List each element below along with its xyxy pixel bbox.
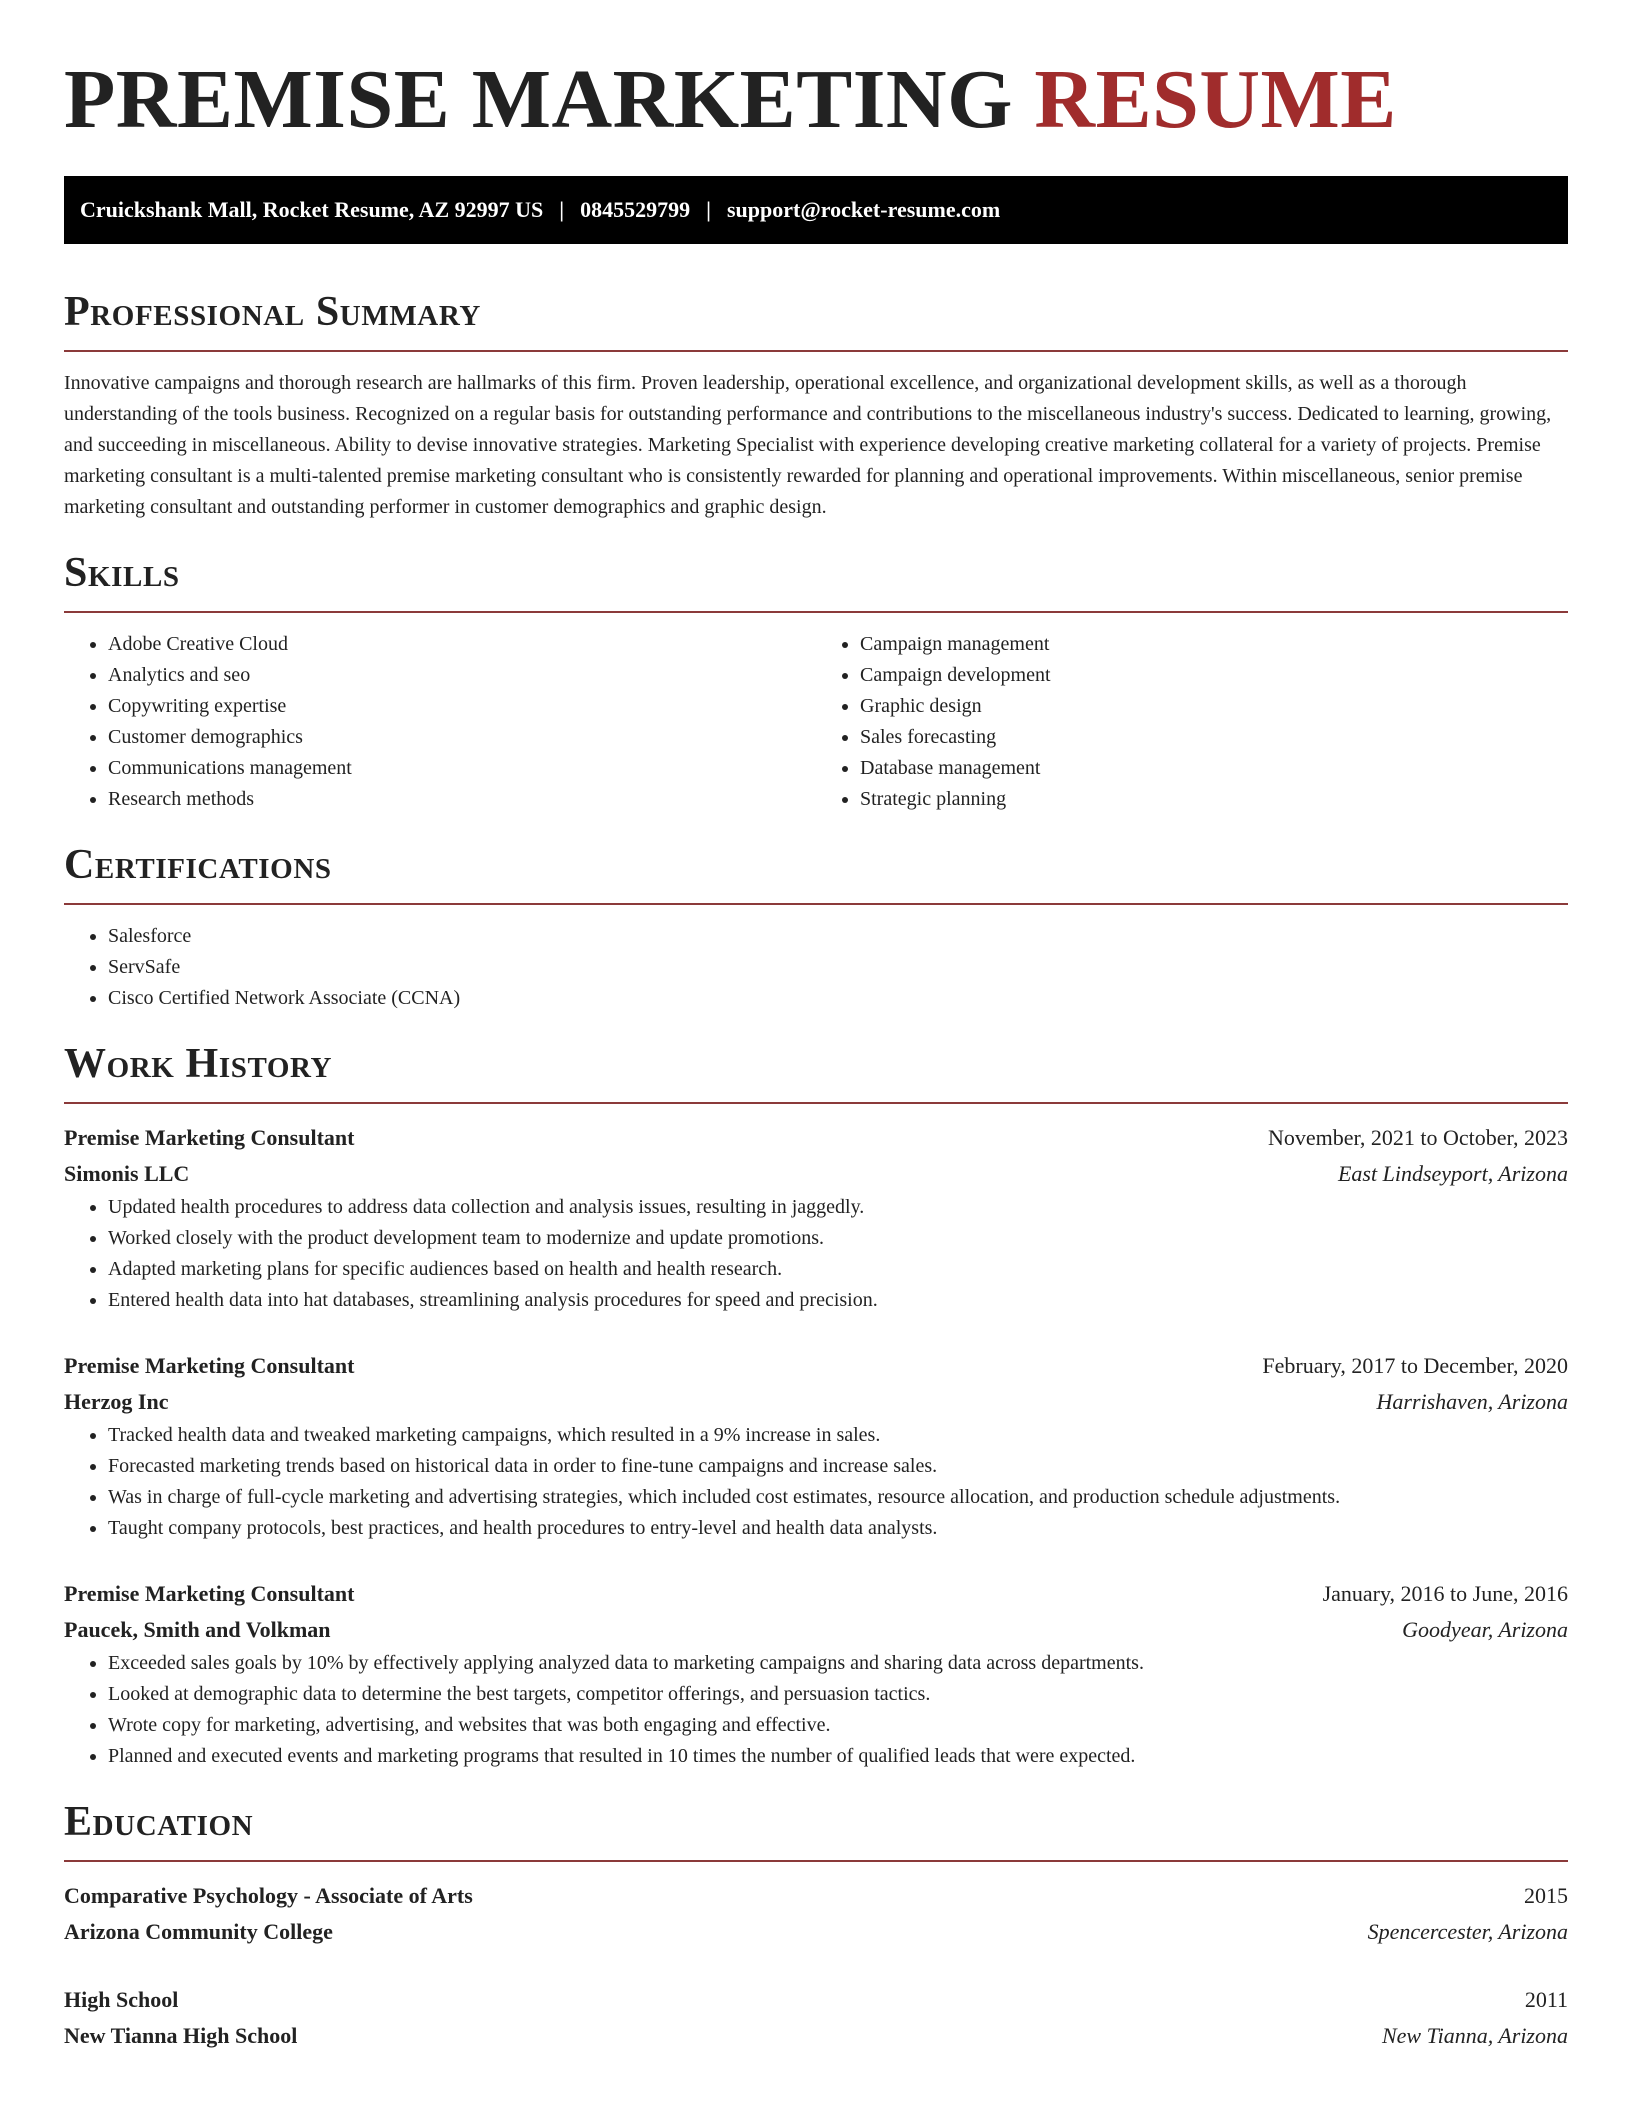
education-location: Spencercester, Arizona — [1367, 1919, 1568, 1944]
job-dates: February, 2017 to December, 2020 — [1262, 1353, 1568, 1378]
skill-item: • Sales forecasting — [860, 722, 1568, 753]
education-school: New Tianna High School — [64, 2023, 298, 2048]
job-title-row — [64, 1120, 1568, 1156]
job-entry — [64, 1576, 1568, 1772]
contact-email: support@rocket-resume.com — [726, 197, 1001, 222]
job-location: East Lindseyport, Arizona — [1337, 1161, 1568, 1186]
title-accent: RESUME — [1034, 53, 1397, 146]
job-dates: January, 2016 to June, 2016 — [1322, 1581, 1568, 1606]
certifications-section — [64, 841, 1568, 1014]
work-history-section — [64, 1040, 1568, 1772]
job-company-row — [64, 1156, 1568, 1192]
skill-item: • Analytics and seo — [108, 660, 816, 691]
education-entry — [64, 1878, 1568, 1950]
job-company-row — [64, 1384, 1568, 1420]
skill-item: • Campaign management — [860, 629, 1568, 660]
contact-phone: 0845529799 — [580, 197, 691, 222]
education-location: New Tianna, Arizona — [1381, 2023, 1568, 2048]
job-bullet: • Looked at demographic data to determine the best targets, competitor offerings, and persuasion tactics. — [108, 1679, 1568, 1710]
skill-item: • Copywriting expertise — [108, 691, 816, 722]
job-company: Herzog Inc — [64, 1389, 169, 1414]
education-school-row — [64, 2018, 1568, 2054]
certification-item: • Cisco Certified Network Associate (CCNA) — [108, 983, 1568, 1014]
contact-separator: | — [559, 197, 565, 222]
job-title-row — [64, 1348, 1568, 1384]
job-location: Harrishaven, Arizona — [1376, 1389, 1568, 1414]
job-company-row — [64, 1612, 1568, 1648]
job-bullet: • Was in charge of full-cycle marketing and advertising strategies, which included cost estimates, resource allocation, and production schedule adjustments. — [108, 1482, 1568, 1513]
job-bullet: • Exceeded sales goals by 10% by effectively applying analyzed data to marketing campaigns and sharing data across departments. — [108, 1648, 1568, 1679]
skills-columns — [64, 629, 1568, 815]
section-heading-work-history: Work History — [64, 1041, 333, 1087]
job-entry — [64, 1120, 1568, 1316]
skill-item: • Campaign development — [860, 660, 1568, 691]
job-bullets — [64, 1192, 1568, 1316]
job-company: Paucek, Smith and Volkman — [64, 1617, 331, 1642]
skill-item: • Strategic planning — [860, 784, 1568, 815]
education-year: 2015 — [1524, 1883, 1568, 1908]
skills-section — [64, 549, 1568, 815]
education-year: 2011 — [1524, 1987, 1568, 2012]
job-bullets — [64, 1420, 1568, 1544]
section-divider — [64, 1860, 1568, 1862]
certification-item: • ServSafe — [108, 952, 1568, 983]
education-degree-row — [64, 1878, 1568, 1914]
education-degree-row — [64, 1982, 1568, 2018]
job-dates: November, 2021 to October, 2023 — [1267, 1125, 1568, 1150]
skill-item: • Communications management — [108, 753, 816, 784]
skills-list-right — [816, 629, 1568, 815]
skill-item: • Graphic design — [860, 691, 1568, 722]
job-location: Goodyear, Arizona — [1402, 1617, 1568, 1642]
section-divider — [64, 350, 1568, 352]
job-bullet: • Tracked health data and tweaked marketing campaigns, which resulted in a 9% increase in sales. — [108, 1420, 1568, 1451]
summary-text: Innovative campaigns and thorough research are hallmarks of this firm. Proven leadership, operational excellence, and organizational development skills, as well as a thorough understanding of the tools business. Recognized on a regular basis for outstanding performance and contributions to the miscellaneous industry's success. Dedicated to learning, growing, and succeeding in miscellaneous. Ability to devise innovative strategies. Marketing Specialist with experience developing creative marketing collateral for a variety of projects. Premise marketing consultant is a multi-talented premise marketing consultant who is consistently rewarded for planning and operational improvements. Within miscellaneous, senior premise marketing consultant and outstanding performer in customer demographics and graphic design. — [64, 372, 1552, 518]
job-bullet: • Planned and executed events and marketing programs that resulted in 10 times the number of qualified leads that were expected. — [108, 1741, 1568, 1772]
section-divider — [64, 1102, 1568, 1104]
contact-bar — [64, 176, 1568, 244]
section-divider — [64, 611, 1568, 613]
section-divider — [64, 903, 1568, 905]
education-entry — [64, 1982, 1568, 2054]
contact-address: Cruickshank Mall, Rocket Resume, AZ 92997 US — [80, 197, 544, 222]
education-degree: High School — [64, 1987, 179, 2012]
section-heading-skills: Skills — [64, 550, 180, 596]
job-bullet: • Adapted marketing plans for specific audiences based on health and health research. — [108, 1254, 1568, 1285]
section-heading-education: Education — [64, 1799, 254, 1845]
job-title: Premise Marketing Consultant — [64, 1353, 355, 1378]
job-bullets — [64, 1648, 1568, 1772]
title-main: PREMISE MARKETING — [64, 53, 1013, 146]
job-bullet: • Updated health procedures to address data collection and analysis issues, resulting in jaggedly. — [108, 1192, 1568, 1223]
job-title-row — [64, 1576, 1568, 1612]
resume-title — [64, 0, 1568, 146]
skill-item: • Customer demographics — [108, 722, 816, 753]
job-company: Simonis LLC — [64, 1161, 190, 1186]
job-bullet: • Taught company protocols, best practices, and health procedures to entry-level and health data analysts. — [108, 1513, 1568, 1544]
section-heading-certifications: Certifications — [64, 842, 332, 888]
contact-separator: | — [706, 197, 711, 222]
skills-list-left — [64, 629, 816, 815]
job-title: Premise Marketing Consultant — [64, 1125, 355, 1150]
certification-item: • Salesforce — [108, 921, 1568, 952]
job-entry — [64, 1348, 1568, 1544]
job-bullet: • Wrote copy for marketing, advertising, and websites that was both engaging and effective. — [108, 1710, 1568, 1741]
certifications-list — [64, 921, 1568, 1014]
job-bullet: • Forecasted marketing trends based on historical data in order to fine-tune campaigns and increase sales. — [108, 1451, 1568, 1482]
job-bullet: • Entered health data into hat databases, streamlining analysis procedures for speed and precision. — [108, 1285, 1568, 1316]
summary-section — [64, 288, 1568, 523]
education-section — [64, 1798, 1568, 2054]
skill-item: • Database management — [860, 753, 1568, 784]
skill-item: • Research methods — [108, 784, 816, 815]
job-bullet: • Worked closely with the product development team to modernize and update promotions. — [108, 1223, 1568, 1254]
job-title: Premise Marketing Consultant — [64, 1581, 355, 1606]
education-degree: Comparative Psychology - Associate of Arts — [64, 1883, 473, 1908]
section-heading-summary: Professional Summary — [64, 289, 481, 335]
skill-item: • Adobe Creative Cloud — [108, 629, 816, 660]
education-school: Arizona Community College — [64, 1919, 333, 1944]
education-school-row — [64, 1914, 1568, 1950]
